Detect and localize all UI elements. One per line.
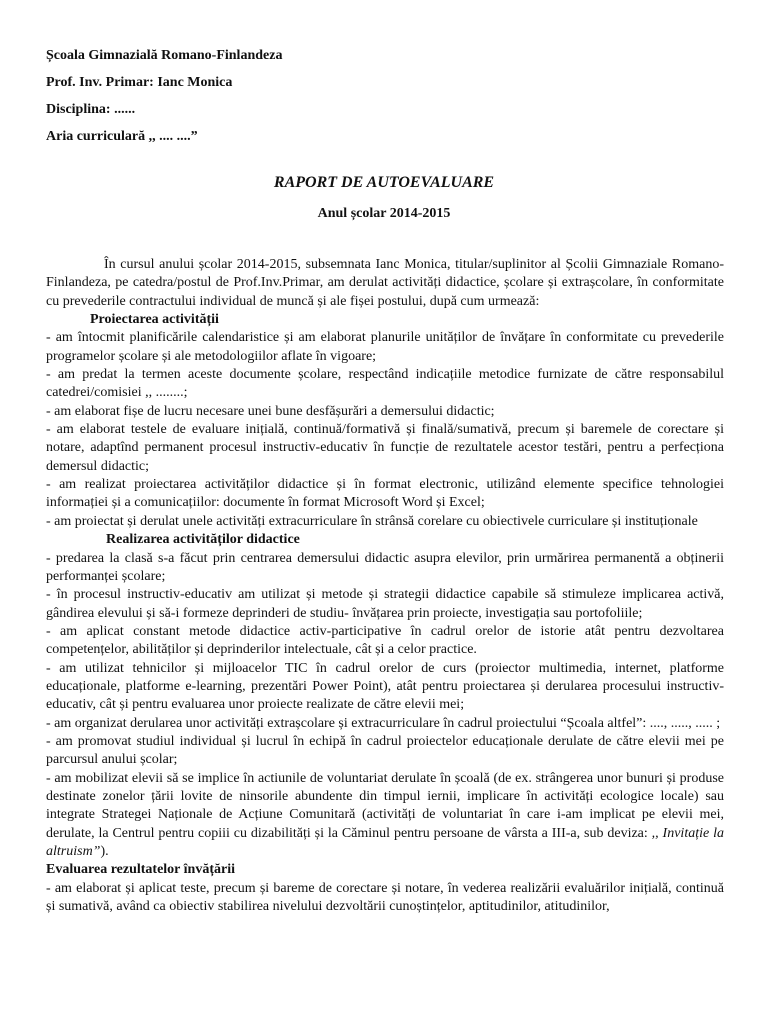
intro-paragraph: În cursul anului școlar 2014-2015, subsemnata Ianc Monica, titular/suplinitor al Școlii Gimnaziale Romano-Finlandeza, pe catedra/postul de Prof.Inv.Primar, am derulat activități didactice, școlare și extrașcolare, în conformitate cu prevederile contractului individual de muncă și ale fișei postului, după cum urmează:	[46, 257, 724, 309]
teaching-item: - am organizat derularea unor activități extrașcolare și extracurriculare în cadrul proiectului “Școala altfel”: ...., ....., ..... ;	[46, 715, 721, 731]
teaching-item: - în procesul instructiv-educativ am utilizat și metode și strategii didactice capabile să stimuleze implicarea activă, gândirea elevului și să-i formeze deprinderi de studiu- învățarea prin proiecte, investigația sau portofoliile;	[46, 587, 724, 621]
evaluation-item: - am elaborat și aplicat teste, precum și bareme de corectare și notare, în vederea realizării evaluărilor inițială, continuă și sumativă, având ca obiectiv stabilirea nivelului dezvoltării cunoștințelor, aptitudinilor, atitudinilor,	[46, 880, 724, 915]
curricular-area-line: Aria curriculară ,, .... ....”	[46, 129, 198, 144]
teacher-name: Prof. Inv. Primar: Ianc Monica	[46, 75, 233, 90]
section-heading-teaching: Realizarea activităților didactice	[106, 532, 300, 548]
planning-item: - am elaborat fișe de lucru necesare unei bune desfășurări a demersului didactic;	[46, 403, 495, 419]
teaching-item: - am utilizat tehnicilor și mijloacelor TIC în cadrul orelor de curs (proiector multimedia, internet, platforme educaționale, platforme e-learning, prezentări Power Point), atât pentru proiectarea și derularea procesului instructiv-educativ, cât și pentru evaluarea unor proiecte realizate de către elevii mei;	[46, 660, 724, 713]
report-title: RAPORT DE AUTOEVALUARE	[273, 174, 495, 191]
teaching-item: - am promovat studiul individual și lucrul în echipă în cadrul proiectelor educaționale derulate de către elevii mei pe parcursul anului școlar;	[46, 733, 724, 768]
volunteering-text: - am mobilizat elevii să se implice în actiunile de voluntariat derulate în școală (de ex. strângerea unor bunuri și produse destinate zonelor țării lovite de ninsorile abundente din timpul iernii, implicare în activități ecologice locale) sau integrate Strategei Naționale de Acțiune Comunitară (activități de voluntariat în care i-am implicat pe elevii mei, derulate, la Centrul pentru copiii cu dizabilități și la Căminul pentru persoane de vârsta a III-a, sub deviza:	[46, 770, 724, 841]
planning-item: - am întocmit planificările calendaristice și am elaborat planurile unităților de învățare în conformitate cu prevederile programelor școlare și ale metodologiilor aflate în vigoare;	[46, 330, 724, 364]
teaching-item: - predarea la clasă s-a făcut prin centrarea demersului didactic asupra elevilor, prin urmărirea permanentă a obținerii performanței școlare;	[46, 550, 724, 584]
report-body	[46, 256, 724, 916]
volunteering-end: ).	[100, 844, 109, 859]
section-heading-planning: Proiectarea activității	[90, 312, 219, 328]
planning-item: - am realizat proiectarea activităților didactice și în format electronic, utilizând elemente specifice tehnologiei informației și a comunicațiilor: documente în format Microsoft Word și Excel;	[46, 477, 724, 511]
planning-item: - am proiectat și derulat unele activități extracurriculare în strânsă corelare cu obiectivele curriculare și instituționale	[46, 513, 698, 529]
teaching-item: - am aplicat constant metode didactice activ-participative în cadrul orelor de istorie atât pentru dezvoltarea competențelor, abilităților și deprinderilor intelectuale, cât și a celor practice.	[46, 623, 724, 658]
school-name: Școala Gimnazială Romano-Finlandeza	[46, 48, 283, 63]
teaching-item-volunteering	[46, 770, 724, 862]
volunteering-motto: ,, Invitație la altruism”	[46, 825, 724, 859]
discipline-line: Disciplina: ......	[46, 102, 136, 117]
section-heading-evaluation: Evaluarea rezultatelor învățării	[46, 862, 235, 878]
document-header	[46, 48, 282, 156]
planning-item: - am predat la termen aceste documente școlare, respectând indicațiile metodice furnizate de către responsabilul catedrei/comisiei ,, ........;	[46, 367, 724, 401]
school-year: Anul școlar 2014-2015	[317, 206, 451, 221]
planning-item: - am elaborat testele de evaluare inițială, continuă/formativă și finală/sumativă, precum și baremele de corectare și notare, adaptînd permanent procesul instructiv-educativ în funcție de rezultatele acestor testări, pentru a perfecționa demersul didactic;	[46, 422, 724, 474]
